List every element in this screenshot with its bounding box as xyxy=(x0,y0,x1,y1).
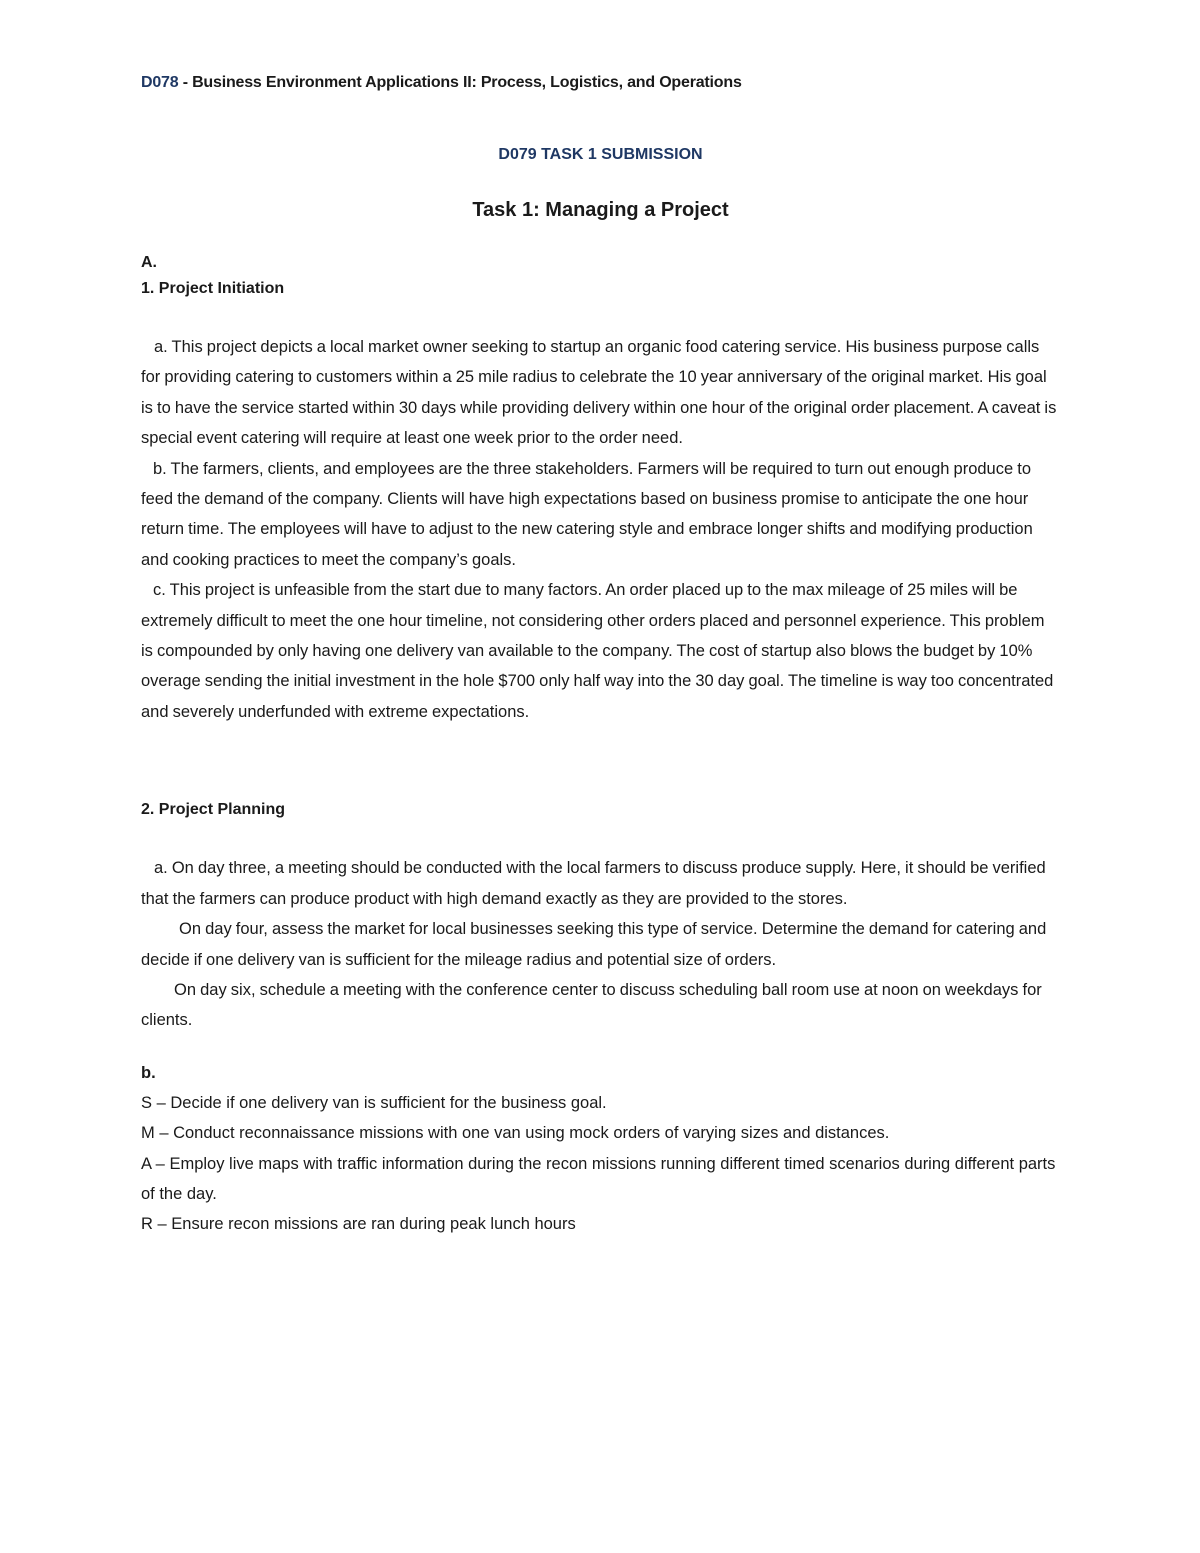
initiation-para-a: a. This project depicts a local market owner seeking to startup an organic food catering service. His business purpose calls for providing catering to customers within a 25 mile radius to celebrate the 10 year anniversary of the original market. His goal is to have the service started within 30 days while providing delivery within one hour of the original order placement. A caveat is special event catering will require at least one week prior to the order need. xyxy=(141,338,1057,448)
submission-title: D079 TASK 1 SUBMISSION xyxy=(498,146,703,163)
project-initiation-heading: 1. Project Initiation xyxy=(141,280,285,297)
course-title: - Business Environment Applications II: Process, Logistics, and Operations xyxy=(178,74,742,91)
smart-measurable: M – Conduct reconnaissance missions with one van using mock orders of varying sizes and distances. xyxy=(141,1124,890,1143)
planning-para-day-four: On day four, assess the market for local businesses seeking this type of service. Determine the demand for catering and decide if one delivery van is sufficient for the mileage radius and potential size of orders. xyxy=(141,920,1047,969)
planning-para-a: a. On day three, a meeting should be conducted with the local farmers to discuss produce supply. Here, it should be verified that the farmers can produce product with high demand exactly as they are provided to the stores. xyxy=(141,859,1046,908)
smart-specific: S – Decide if one delivery van is sufficient for the business goal. xyxy=(141,1093,607,1112)
initiation-para-c: c. This project is unfeasible from the start due to many factors. An order placed up to the max mileage of 25 miles will be extremely difficult to meet the one hour timeline, not considering other orders placed and personnel experience. This problem is compounded by only having one delivery van available to the company. The cost of startup also blows the budget by 10% overage sending the initial investment in the hole $700 only half way into the 30 day goal. The timeline is way too concentrated and severely underfunded with extreme expectations. xyxy=(141,581,1054,721)
smart-achievable: A – Employ live maps with traffic information during the recon missions running different timed scenarios during different parts of the day. xyxy=(141,1154,1056,1203)
smart-relevant: R – Ensure recon missions are ran during peak lunch hours xyxy=(141,1215,576,1234)
title-block xyxy=(141,142,1060,224)
task-title: Task 1: Managing a Project xyxy=(472,199,729,221)
section-letter-a: A. xyxy=(141,254,157,271)
planning-para-day-six: On day six, schedule a meeting with the conference center to discuss scheduling ball room use at noon on weekdays for clients. xyxy=(141,980,1042,1030)
planning-b-label: b. xyxy=(141,1063,156,1082)
project-planning-heading: 2. Project Planning xyxy=(141,801,286,819)
course-header xyxy=(141,70,1060,96)
initiation-para-b: b. The farmers, clients, and employees are the three stakeholders. Farmers will be required to turn out enough produce to feed the demand of the company. Clients will have high expectations based on business promise to anticipate the one hour return time. The employees will have to adjust to the new catering style and embrace longer shifts and modifying production and cooking practices to meet the company’s goals. xyxy=(141,459,1033,569)
course-code: D078 xyxy=(141,74,179,91)
